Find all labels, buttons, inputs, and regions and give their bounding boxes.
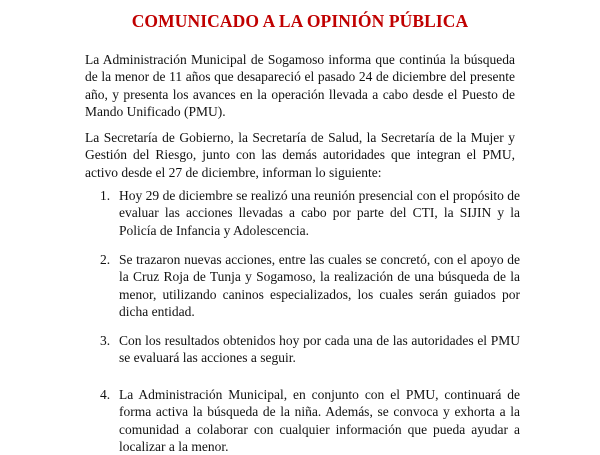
list-item-number: 1. xyxy=(100,188,111,203)
list-item xyxy=(100,251,520,321)
list-item-number: 2. xyxy=(100,252,111,267)
authorities-paragraph: La Secretaría de Gobierno, la Secretaría de Salud, la Secretaría de la Mujer y Gestión del Riesgo, junto con las demás autoridades que integran el PMU, activo desde el 27 de diciembre, informan lo siguiente: xyxy=(85,130,515,180)
list-item-number: 4. xyxy=(100,387,111,402)
list-item xyxy=(100,386,520,455)
list-item-number: 3. xyxy=(100,333,111,348)
intro-paragraph: La Administración Municipal de Sogamoso informa que continúa la búsqueda de la menor de 11 años que desapareció el pasado 24 de diciembre del presente año, y presenta los avances en la operación llevada a cabo desde el Puesto de Mando Unificado (PMU). xyxy=(85,52,515,120)
list-item-text: Hoy 29 de diciembre se realizó una reunión presencial con el propósito de evaluar las acciones llevadas a cabo por parte del CTI, la SIJIN y la Policía de Infancia y Adolescencia. xyxy=(119,188,520,238)
list-item-text: Se trazaron nuevas acciones, entre las cuales se concretó, con el apoyo de la Cruz Roja de Tunja y Sogamoso, la realización de una búsqueda de la menor, utilizando caninos especializados, los cuales serán guiados por dicha entidad. xyxy=(119,252,520,320)
list-item xyxy=(100,332,520,367)
list-item-text: Con los resultados obtenidos hoy por cada una de las autoridades el PMU se evaluará las acciones a seguir. xyxy=(119,333,520,366)
list-item-text: La Administración Municipal, en conjunto con el PMU, continuará de forma activa la búsqueda de la niña. Además, se convoca y exhorta a la comunidad a colaborar con cualquier información que pueda ayudar a localizar a la menor. xyxy=(119,387,520,455)
list-item xyxy=(100,187,520,239)
document-title: COMUNICADO A LA OPINIÓN PÚBLICA xyxy=(131,11,469,31)
